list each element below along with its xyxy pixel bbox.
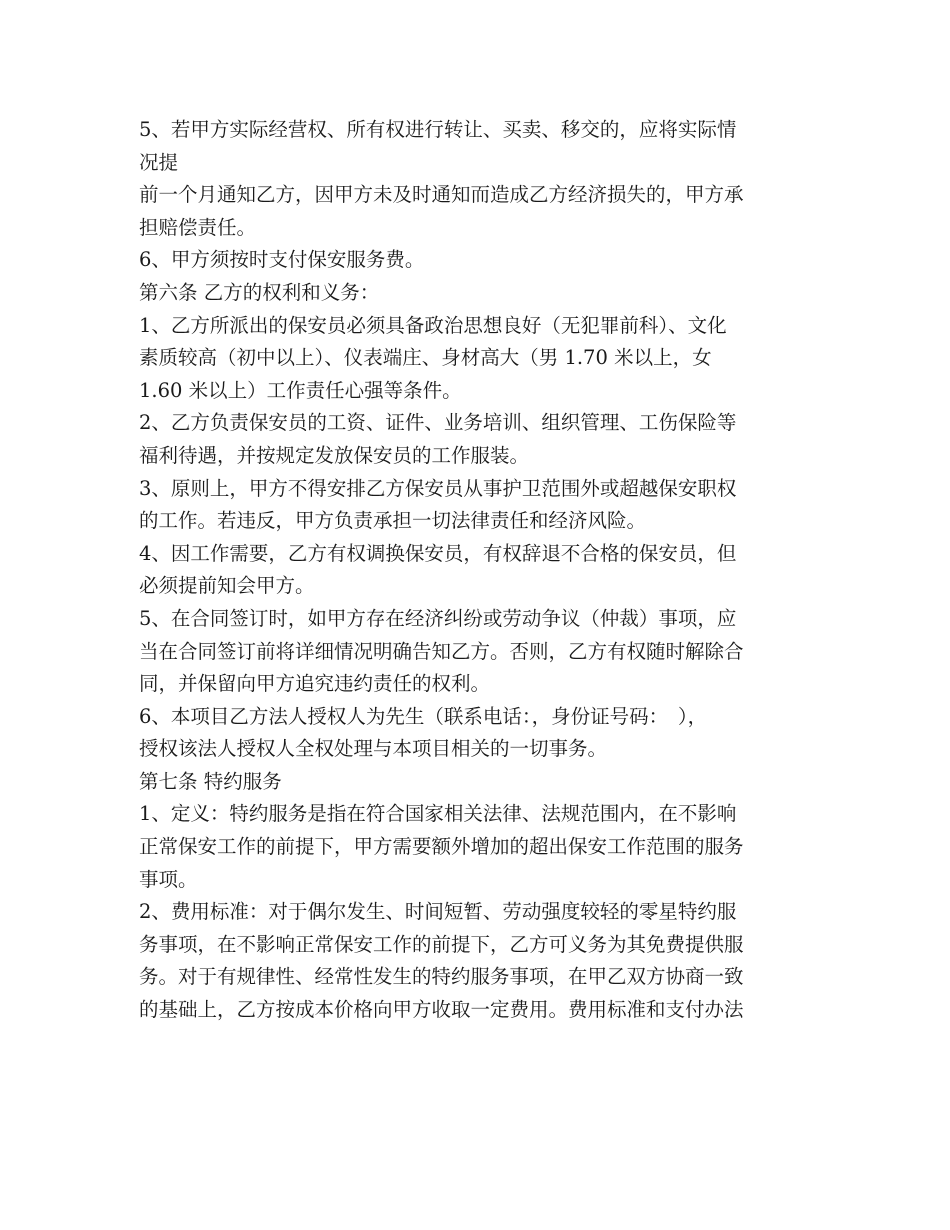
text-line: 同，并保留向甲方追究违约责任的权利。 <box>139 672 491 696</box>
text-line: 的工作。若违反，甲方负责承担一切法律责任和经济风险。 <box>139 509 647 533</box>
section-heading: 第七条 特约服务 <box>139 769 282 793</box>
text-line: 5、在合同签订时，如甲方存在经济纠纷或劳动争议（仲裁）事项，应 <box>139 606 737 630</box>
text-line: 5、若甲方实际经营权、所有权进行转让、买卖、移交的，应将实际情 <box>139 118 737 141</box>
text-line: 福利待遇，并按规定发放保安员的工作服装。 <box>139 443 530 467</box>
text-line: 务事项，在不影响正常保安工作的前提下，乙方可义务为其免费提供服 <box>139 932 744 956</box>
text-line: 当在合同签订前将详细情况明确告知乙方。否则，乙方有权随时解除合 <box>139 639 744 663</box>
text-line: 1、定义：特约服务是指在符合国家相关法律、法规范围内，在不影响 <box>139 802 737 826</box>
section-heading: 第六条 乙方的权利和义务： <box>139 280 380 304</box>
text-line: 3、原则上，甲方不得安排乙方保安员从事护卫范围外或超越保安职权 <box>139 476 737 500</box>
text-line: 1.60 米以上）工作责任心强等条件。 <box>139 378 462 402</box>
text-line: 必须提前知会甲方。 <box>139 574 315 598</box>
text-line: 担赔偿责任。 <box>139 215 257 239</box>
text-line: 正常保安工作的前提下，甲方需要额外增加的超出保安工作范围的服务 <box>139 835 744 859</box>
text-line: 2、乙方负责保安员的工资、证件、业务培训、组织管理、工伤保险等 <box>139 411 737 435</box>
text-line: 2、费用标准：对于偶尔发生、时间短暂、劳动强度较轻的零星特约服 <box>139 900 737 924</box>
text-line: 事项。 <box>139 867 198 891</box>
text-line: 6、本项目乙方法人授权人为先生（联系电话：，身份证号码： ）， <box>139 704 708 728</box>
text-line: 的基础上，乙方按成本价格向甲方收取一定费用。费用标准和支付办法 <box>139 998 744 1022</box>
text-line: 1、乙方所派出的保安员必须具备政治思想良好（无犯罪前科）、文化 <box>139 313 727 337</box>
text-line: 6、甲方须按时支付保安服务费。 <box>139 248 425 272</box>
text-line: 素质较高（初中以上）、仪表端庄、身材高大（男 1.70 米以上，女 <box>139 346 712 370</box>
text-line: 授权该法人授权人全权处理与本项目相关的一切事务。 <box>139 737 608 761</box>
text-line: 前一个月通知乙方，因甲方未及时通知而造成乙方经济损失的，甲方承 <box>139 183 744 207</box>
contract-text <box>139 114 815 1027</box>
text-line: 务。对于有规律性、经常性发生的特约服务事项，在甲乙双方协商一致 <box>139 965 744 989</box>
text-line: 4、因工作需要，乙方有权调换保安员，有权辞退不合格的保安员，但 <box>139 541 737 565</box>
text-line: 况提 <box>139 150 179 174</box>
